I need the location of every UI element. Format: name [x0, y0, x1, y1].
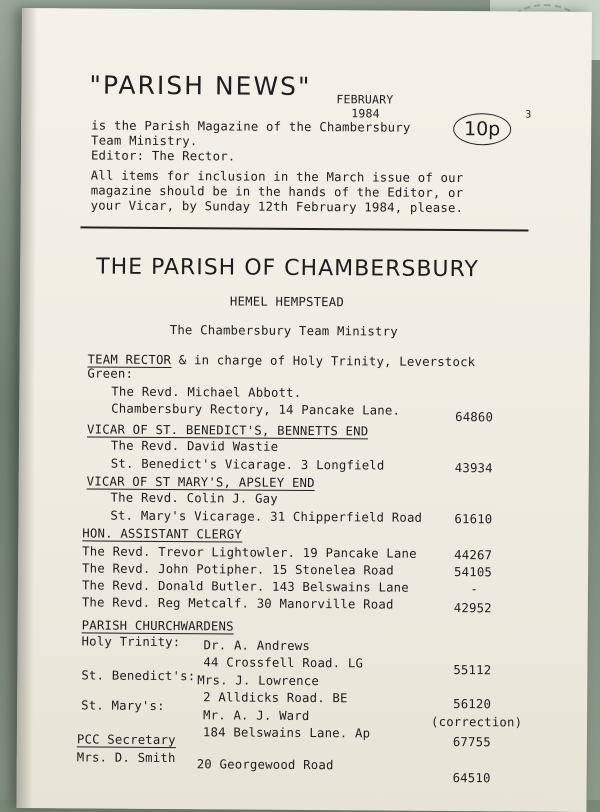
st-marys-vicar-address: St. Mary's Vicarage. 31 Chipperfield Road [110, 508, 423, 525]
assistant-clergy-row: The Revd. Trevor Lightowler. 19 Pancake Lane [82, 544, 417, 561]
assistant-clergy-phone: 54105 [453, 565, 493, 580]
st-benedicts-vicar-address: St. Benedict's Vicarage. 3 Longfield [110, 456, 385, 473]
holy-trinity-warden-address: 44 Crossfell Road. LG [203, 655, 364, 671]
assistant-clergy-row: The Revd. John Potipher. 15 Stonelea Road [82, 561, 394, 578]
issue-month: FEBRUARY [336, 92, 394, 107]
parish-title: THE PARISH OF CHAMBERSBURY [96, 254, 479, 283]
pcc-secretary-phone: 64510 [452, 771, 491, 786]
intro-line-4: All items for inclusion in the March issue of our [90, 168, 464, 186]
st-benedicts-warden-address: 2 Alldicks Road. BE [203, 690, 348, 706]
page-number: 3 [525, 109, 532, 121]
team-rector-address: Chambersbury Rectory, 14 Pancake Lane. [111, 401, 401, 418]
st-marys-vicar-phone: 61610 [454, 512, 493, 527]
intro-line-6: your Vicar, by Sunday 12th February 1984, please. [90, 198, 464, 216]
team-rector-heading-rest: & in charge of Holy Trinity, Leverstock [171, 353, 476, 370]
header-divider [80, 226, 528, 231]
intro-line-1: is the Parish Magazine of the Chambersbury [91, 118, 411, 135]
ministry-name: The Chambersbury Team Ministry [169, 323, 398, 339]
st-marys-correction-note: (correction) [430, 714, 523, 730]
pcc-secretary-address: 20 Georgewood Road [196, 757, 334, 773]
parish-location: HEMEL HEMPSTEAD [229, 294, 345, 310]
intro-line-5: magazine should be in the hands of the Editor, or [90, 183, 464, 201]
assistant-clergy-row: The Revd. Reg Metcalf. 30 Manorville Road [81, 595, 394, 612]
pcc-secretary-name: Mrs. D. Smith [76, 750, 176, 766]
st-benedicts-vicar-phone: 43934 [454, 461, 493, 476]
st-marys-warden-name: Mr. A. J. Ward [203, 708, 310, 724]
st-marys-label: St. Mary's: [81, 698, 165, 714]
st-marys-vicar-name: The Revd. Colin J. Gay [110, 490, 278, 506]
team-rector-heading-line [87, 352, 475, 369]
st-marys-warden-phone: 67755 [452, 735, 491, 750]
churchwardens-heading: PARISH CHURCHWARDENS [81, 618, 234, 634]
holy-trinity-warden-name: Dr. A. Andrews [203, 638, 311, 654]
team-rector-heading: TEAM RECTOR [87, 352, 172, 368]
st-marys-warden-address: 184 Belswains Lane. Ap [202, 725, 371, 741]
assistant-clergy-row: The Revd. Donald Butler. 143 Belswains Lane [81, 578, 409, 595]
intro-line-3: Editor: The Rector. [90, 148, 236, 164]
team-rector-name: The Revd. Michael Abbott. [111, 384, 302, 400]
price-circle: 10p [453, 113, 511, 145]
st-marys-vicar-heading: VICAR OF ST MARY'S, APSLEY END [86, 474, 315, 491]
holy-trinity-label: Holy Trinity: [81, 634, 181, 650]
magazine-name: "PARISH NEWS" [89, 70, 312, 102]
team-rector-heading-line-2: Green: [87, 366, 134, 381]
team-rector-phone: 64860 [455, 410, 494, 425]
st-benedicts-label: St. Benedict's: [81, 668, 196, 684]
assistant-clergy-phone: 44267 [454, 548, 493, 563]
issue-year: 1984 [351, 106, 380, 121]
st-benedicts-warden-phone: 56120 [453, 697, 492, 712]
st-benedicts-vicar-heading: VICAR OF ST. BENEDICT'S, BENNETTS END [87, 422, 369, 439]
holy-trinity-warden-phone: 55112 [453, 663, 492, 678]
magazine-page [16, 8, 592, 812]
assistant-clergy-phone: - [470, 582, 479, 597]
st-benedicts-vicar-name: The Revd. David Wastie [110, 438, 279, 454]
st-benedicts-warden-name: Mrs. J. Lowrence [197, 673, 320, 689]
assistant-clergy-heading: HON. ASSISTANT CLERGY [82, 526, 243, 542]
intro-line-2: Team Ministry. [91, 133, 198, 149]
assistant-clergy-phone: 42952 [453, 601, 492, 616]
pcc-secretary-heading: PCC Secretary [76, 732, 176, 748]
